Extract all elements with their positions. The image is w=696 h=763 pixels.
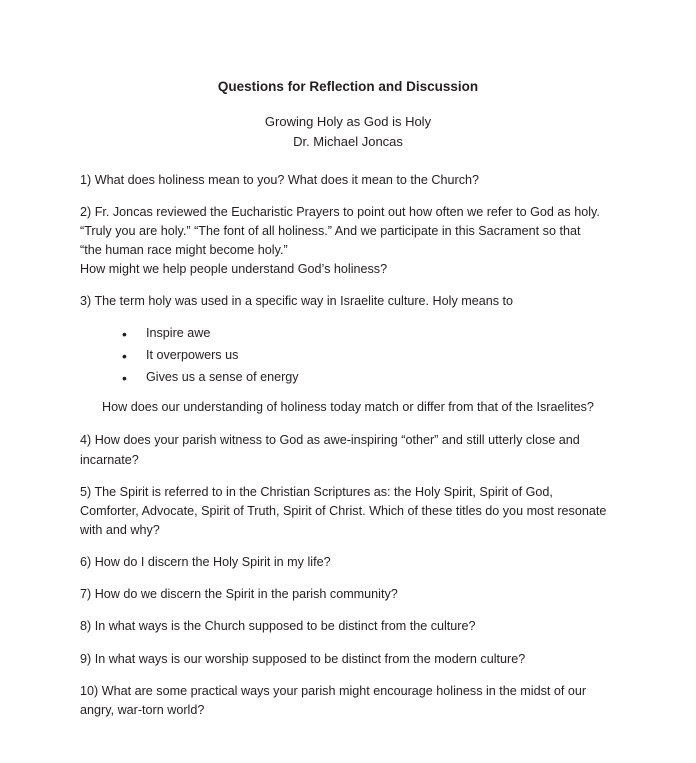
question-4-line-2: incarnate? xyxy=(80,452,139,467)
question-4-line-1: 4) How does your parish witness to God as awe-inspiring “other” and still utterly close and xyxy=(80,433,580,448)
question-4 xyxy=(80,431,616,469)
page-title: Questions for Reflection and Discussion xyxy=(217,79,479,94)
question-1: 1) What does holiness mean to you? What does it mean to the Church? xyxy=(80,172,480,187)
question-6: 6) How do I discern the Holy Spirit in my life? xyxy=(80,555,331,570)
subtitle-line-2: Dr. Michael Joncas xyxy=(293,134,403,150)
question-7: 7) How do we discern the Spirit in the parish community? xyxy=(80,587,398,602)
list-item: • Gives us a sense of energy xyxy=(104,367,616,389)
question-3-bullet-list xyxy=(80,323,616,388)
subtitle-block xyxy=(80,112,616,152)
question-3: 3) The term holy was used in a specific way in Israelite culture. Holy means to xyxy=(80,294,514,309)
question-9: 9) In what ways is our worship supposed to be distinct from the modern culture? xyxy=(80,651,526,666)
question-10 xyxy=(80,682,616,720)
question-3-followup: How does our understanding of holiness today match or differ from that of the Israelites? xyxy=(102,400,594,415)
list-item: • Inspire awe xyxy=(104,323,616,345)
question-2-line-4: How might we help people understand God’s holiness? xyxy=(80,262,388,277)
question-2-line-2: “Truly you are holy.” “The font of all holiness.” And we participate in this Sacrament so that xyxy=(80,223,581,238)
question-2-line-1: 2) Fr. Joncas reviewed the Eucharistic Prayers to point out how often we refer to God as holy. xyxy=(80,204,600,219)
question-2 xyxy=(80,203,616,280)
question-2-line-3: “the human race might become holy.” xyxy=(80,242,288,257)
question-5-line-1: 5) The Spirit is referred to in the Christian Scriptures as: the Holy Spirit, Spirit of God, xyxy=(80,484,553,499)
question-5-line-3: with and why? xyxy=(80,523,160,538)
question-5 xyxy=(80,483,616,540)
question-8: 8) In what ways is the Church supposed to be distinct from the culture? xyxy=(80,619,476,634)
question-10-line-1: 10) What are some practical ways your parish might encourage holiness in the midst of our xyxy=(80,683,587,698)
list-item: • It overpowers us xyxy=(104,345,616,367)
question-5-line-2: Comforter, Advocate, Spirit of Truth, Spirit of Christ. Which of these titles do you most resonate xyxy=(80,503,607,518)
question-10-line-2: angry, war-torn world? xyxy=(80,702,205,717)
subtitle-line-1: Growing Holy as God is Holy xyxy=(264,114,432,130)
